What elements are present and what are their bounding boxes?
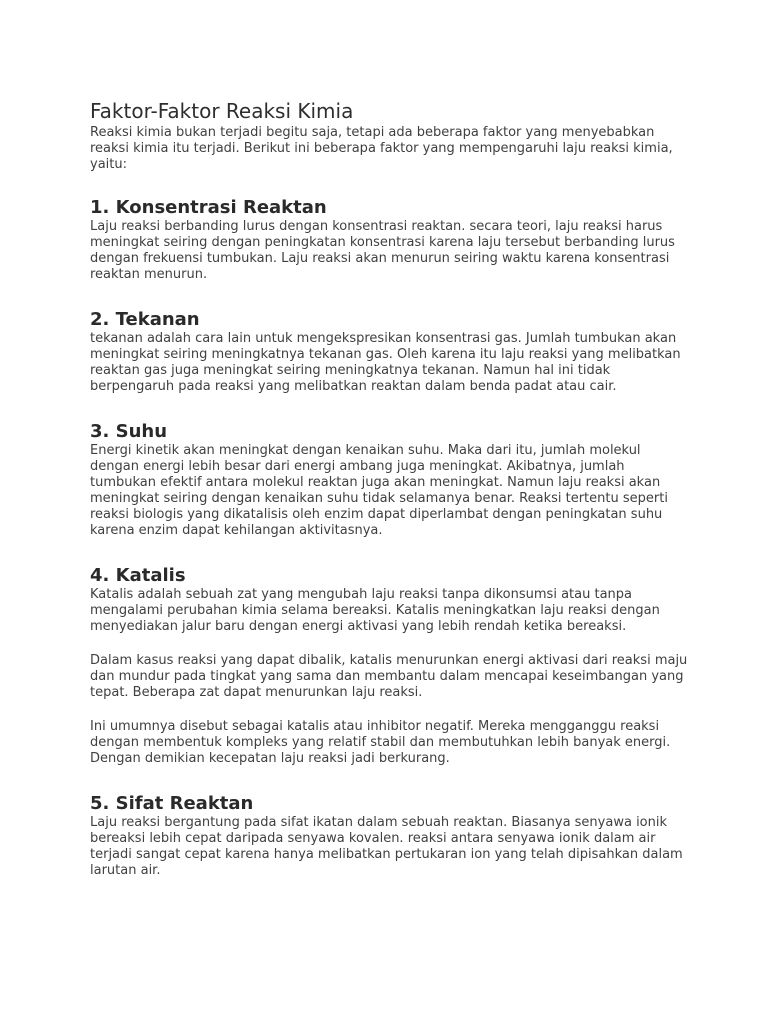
section-paragraph: Laju reaksi berbanding lurus dengan konsentrasi reaktan. secara teori, laju reaksi harus meningkat seiring dengan peningkatan konsentrasi karena laju tersebut berbanding lurus dengan frekuensi tumbukan. Laju reaksi akan menurun seiring waktu karena konsentrasi reaktan menurun. [90, 219, 675, 282]
section-paragraph: Ini umumnya disebut sebagai katalis atau inhibitor negatif. Mereka mengganggu reaksi dengan membentuk kompleks yang relatif stabil dan membutuhkan lebih banyak energi. Dengan demikian kecepatan laju reaksi jadi berkurang. [90, 719, 671, 766]
section-paragraph: Katalis adalah sebuah zat yang mengubah laju reaksi tanpa dikonsumsi atau tanpa mengalami perubahan kimia selama bereaksi. Katalis meningkatkan laju reaksi dengan menyediakan jalur baru dengan energi aktivasi yang lebih rendah ketika bereaksi. [90, 587, 660, 634]
section-heading: 5. Sifat Reaktan [90, 793, 254, 814]
section-heading: 2. Tekanan [90, 309, 200, 330]
section-konsentrasi-reaktan [90, 197, 690, 283]
intro-paragraph: Reaksi kimia bukan terjadi begitu saja, tetapi ada beberapa faktor yang menyebabkan reaksi kimia itu terjadi. Berikut ini beberapa faktor yang mempengaruhi laju reaksi kimia, yaitu: [90, 125, 673, 172]
section-heading: 4. Katalis [90, 565, 186, 586]
section-paragraph: Dalam kasus reaksi yang dapat dibalik, katalis menurunkan energi aktivasi dari reaksi maju dan mundur pada tingkat yang sama dan membantu dalam mencapai keseimbangan yang tepat. Beberapa zat dapat menurunkan laju reaksi. [90, 653, 688, 700]
section-suhu [90, 421, 690, 539]
section-sifat-reaktan [90, 793, 690, 879]
document-title: Faktor-Faktor Reaksi Kimia [90, 99, 354, 123]
section-paragraph: Energi kinetik akan meningkat dengan kenaikan suhu. Maka dari itu, jumlah molekul dengan energi lebih besar dari energi ambang juga meningkat. Akibatnya, jumlah tumbukan efektif antara molekul reaktan juga akan meningkat. Namun laju reaksi akan meningkat seiring dengan kenaikan suhu tidak selamanya benar. Reaksi tertentu seperti reaksi biologis yang dikatalisis oleh enzim dapat diperlambat dengan peningkatan suhu karena enzim dapat kehilangan aktivitasnya. [90, 443, 668, 538]
section-katalis [90, 565, 690, 767]
section-tekanan [90, 309, 690, 395]
document-page [90, 99, 690, 879]
section-heading: 1. Konsentrasi Reaktan [90, 197, 327, 218]
section-paragraph: tekanan adalah cara lain untuk mengekspresikan konsentrasi gas. Jumlah tumbukan akan meningkat seiring meningkatnya tekanan gas. Oleh karena itu laju reaksi yang melibatkan reaktan gas juga meningkat seiring meningkatnya tekanan. Namun hal ini tidak berpengaruh pada reaksi yang melibatkan reaktan dalam benda padat atau cair. [90, 331, 681, 394]
section-paragraph: Laju reaksi bergantung pada sifat ikatan dalam sebuah reaktan. Biasanya senyawa ionik bereaksi lebih cepat daripada senyawa kovalen. reaksi antara senyawa ionik dalam air terjadi sangat cepat karena hanya melibatkan pertukaran ion yang telah dipisahkan dalam larutan air. [90, 815, 683, 878]
section-heading: 3. Suhu [90, 421, 168, 442]
